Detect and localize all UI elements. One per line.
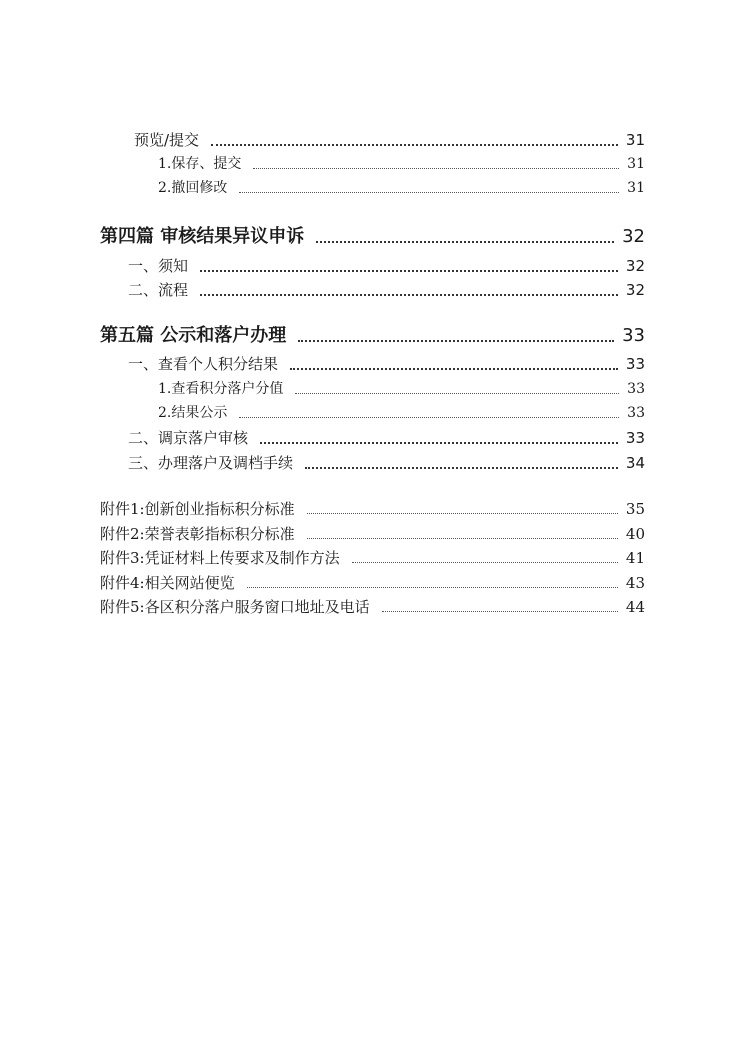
toc-entry-label: 2.结果公示 bbox=[158, 405, 228, 421]
toc-appendix-label: 附件5:各区积分落户服务窗口地址及电话 bbox=[100, 598, 370, 616]
toc-leader-dots bbox=[298, 340, 614, 342]
toc-leader-dots bbox=[253, 168, 619, 169]
toc-entry-process bbox=[0, 277, 751, 303]
toc-appendix-4 bbox=[0, 570, 751, 596]
toc-page-number: 44 bbox=[625, 598, 645, 616]
toc-entry-label: 预览/提交 bbox=[134, 131, 200, 149]
toc-leader-dots bbox=[239, 192, 619, 193]
toc-page-number: 32 bbox=[622, 226, 645, 247]
toc-page-number: 33 bbox=[625, 355, 645, 373]
toc-leader-dots bbox=[247, 587, 618, 588]
toc-entry-settlement bbox=[0, 450, 751, 476]
toc-page-number: 33 bbox=[627, 381, 645, 397]
toc-entry-preview-submit bbox=[0, 127, 751, 153]
toc-page-number: 40 bbox=[625, 525, 645, 543]
toc-entry-label: 2.撤回修改 bbox=[158, 180, 228, 196]
toc-entry-label: 1.保存、提交 bbox=[158, 156, 242, 172]
toc-page-number: 31 bbox=[627, 156, 645, 172]
toc-entry-label: 1.查看积分落户分值 bbox=[158, 381, 284, 397]
toc-page-number: 34 bbox=[625, 454, 645, 472]
toc-entry-publicity bbox=[0, 400, 751, 426]
toc-page-number: 43 bbox=[625, 574, 645, 592]
toc-entry-view-score bbox=[0, 376, 751, 402]
toc-entry-label: 三、办理落户及调档手续 bbox=[128, 454, 294, 472]
toc-leader-dots bbox=[307, 538, 618, 539]
toc-entry-label: 二、流程 bbox=[128, 281, 189, 299]
toc-appendix-label: 附件2:荣誉表彰指标积分标准 bbox=[100, 525, 295, 543]
toc-page-number: 31 bbox=[627, 180, 645, 196]
toc-leader-dots bbox=[211, 144, 618, 146]
toc-leader-dots bbox=[200, 270, 618, 272]
toc-page-number: 32 bbox=[625, 257, 645, 275]
toc-entry-view-results bbox=[0, 351, 751, 377]
toc-leader-dots bbox=[316, 241, 614, 243]
toc-entry-notice bbox=[0, 253, 751, 279]
toc-leader-dots bbox=[352, 562, 618, 563]
toc-page-number: 31 bbox=[625, 131, 645, 149]
toc-entry-label: 一、须知 bbox=[128, 257, 189, 275]
toc-page-number: 33 bbox=[622, 325, 645, 346]
toc-leader-dots bbox=[200, 294, 618, 296]
toc-leader-dots bbox=[260, 442, 618, 444]
toc-entry-label: 二、调京落户审核 bbox=[128, 429, 249, 447]
toc-page-number: 33 bbox=[627, 405, 645, 421]
toc-entry-save-submit bbox=[0, 151, 751, 177]
toc-leader-dots bbox=[382, 611, 618, 612]
toc-appendix-label: 附件1:创新创业指标积分标准 bbox=[100, 500, 295, 518]
toc-page-number: 41 bbox=[625, 549, 645, 567]
toc-entry-label: 一、查看个人积分结果 bbox=[128, 355, 279, 373]
toc-leader-dots bbox=[307, 513, 618, 514]
toc-part-label: 第五篇 公示和落户办理 bbox=[100, 325, 287, 346]
toc-appendix-2 bbox=[0, 521, 751, 547]
toc-page-number: 35 bbox=[625, 500, 645, 518]
toc-leader-dots bbox=[305, 467, 618, 469]
toc-appendix-label: 附件4:相关网站便览 bbox=[100, 574, 235, 592]
toc-appendix-label: 附件3:凭证材料上传要求及制作方法 bbox=[100, 549, 340, 567]
toc-part-label: 第四篇 审核结果异议申诉 bbox=[100, 226, 305, 247]
toc-entry-withdraw bbox=[0, 175, 751, 201]
toc-appendix-3 bbox=[0, 545, 751, 571]
toc-leader-dots bbox=[290, 368, 618, 370]
toc-part-five bbox=[0, 323, 751, 349]
toc-leader-dots bbox=[295, 393, 619, 394]
toc-page-number: 32 bbox=[625, 281, 645, 299]
toc-entry-transfer-review bbox=[0, 425, 751, 451]
toc-leader-dots bbox=[239, 417, 619, 418]
toc-appendix-5 bbox=[0, 594, 751, 620]
toc-appendix-1 bbox=[0, 496, 751, 522]
toc-page-number: 33 bbox=[625, 429, 645, 447]
toc-part-four bbox=[0, 224, 751, 250]
